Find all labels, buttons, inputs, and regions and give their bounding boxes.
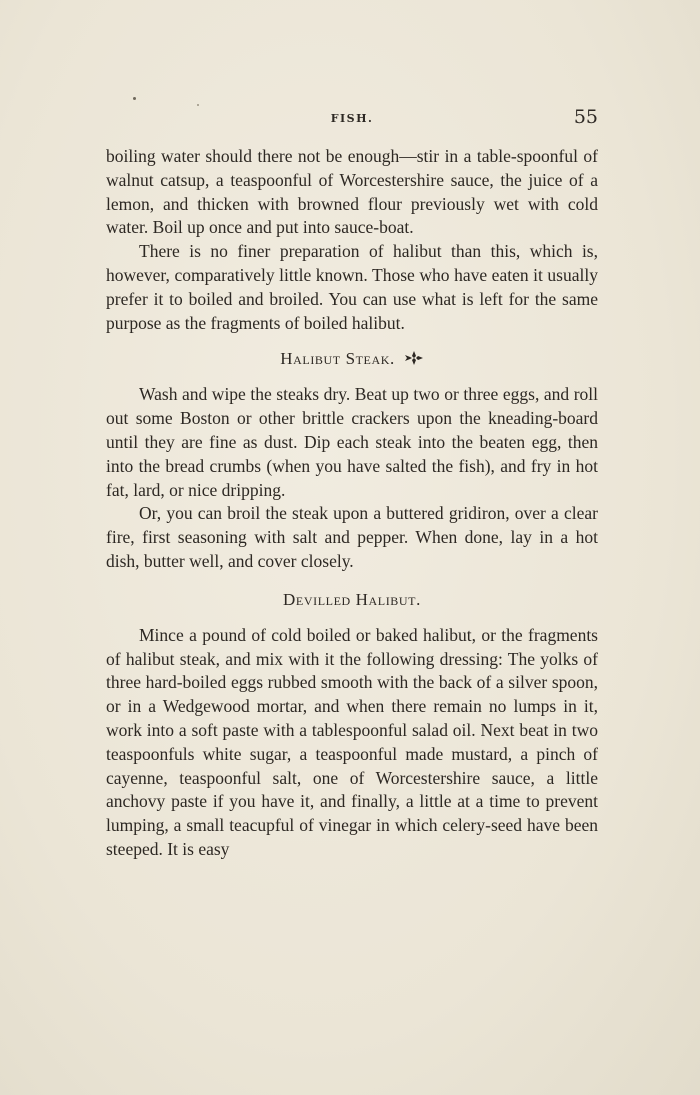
body-text xyxy=(106,145,598,862)
running-head: FISH. xyxy=(330,112,374,125)
page-header xyxy=(106,106,598,136)
paragraph-halibut-note: There is no finer preparation of halibut than this, which is, however, comparatively little known. Those who have eaten it usually prefer it to boiled and broiled. You can use what is left for the same purpose as the fragments of boiled halibut. xyxy=(106,241,598,333)
paragraph-steak-alt: Or, you can broil the steak upon a buttered gridiron, over a clear fire, first seasoning with salt and pepper. When done, lay in a hot dish, butter well, and cover closely. xyxy=(106,503,598,571)
heading-text: Halibut Steak. xyxy=(280,349,395,369)
paragraph-devilled-method: Mince a pound of cold boiled or baked halibut, or the fragments of halibut steak, and mix with it the following dressing: The yolks of three hard-boiled eggs rubbed smooth with the back of a silver spoon, or in a Wedgewood mortar, and when there remain no lumps in it, work into a soft paste with a tablespoonful salad oil. Next beat in two teaspoonfuls white sugar, a teaspoonful made mustard, a pinch of cayenne, teaspoonful salt, one of Worcestershire sauce, a little anchovy paste if you have it, and finally, a little at a time to prevent lumping, a small teacupful of vinegar in which celery-seed have been steeped. It is easy xyxy=(106,624,598,859)
heading-text: Devilled Halibut. xyxy=(283,589,421,609)
cross-mark-icon xyxy=(404,350,424,371)
paragraph-continuation: boiling water should there not be enough—stir in a table-spoonful of walnut catsup, a teaspoonful of Worcestershire sauce, the juice of a lemon, and thicken with browned flour previously wet with cold water. Boil up once and put into sauce-boat. xyxy=(106,146,598,238)
recipe-heading-halibut-steak xyxy=(106,349,598,371)
ink-speck xyxy=(133,97,136,100)
paragraph-steak-method: Wash and wipe the steaks dry. Beat up two or three eggs, and roll out some Boston or other brittle crackers upon the kneading-board until they are fine as dust. Dip each steak into the beaten egg, then into the bread crumbs (when you have salted the fish), and fry in hot fat, lard, or nice dripping. xyxy=(106,384,598,500)
recipe-heading-devilled-halibut xyxy=(106,590,598,610)
page-number: 55 xyxy=(573,106,598,128)
